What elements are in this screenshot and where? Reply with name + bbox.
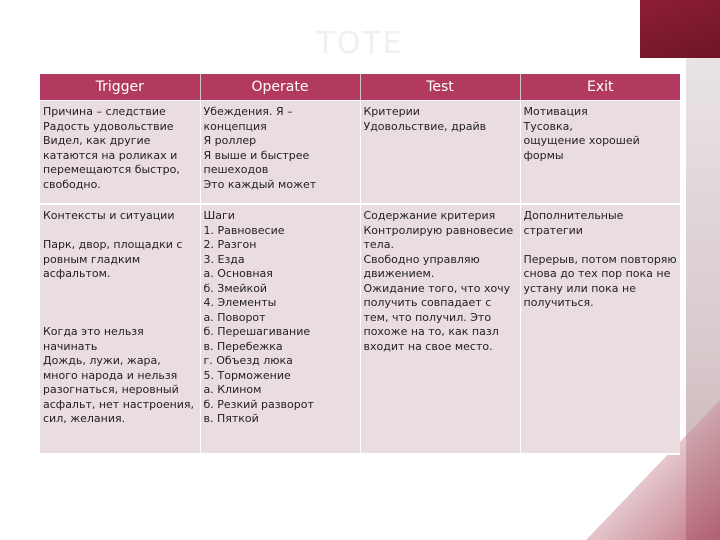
table-cell-test: Содержание критерия Контролирую равновесие тела. Свободно управляю движением. Ожидание того, что хочу получить совпадает с тем, что получил. Это похоже на то, как пазл входит на свое место.: [360, 204, 520, 454]
column-header-operate: Operate: [200, 74, 360, 101]
column-header-trigger: Trigger: [40, 74, 200, 101]
table-cell-trigger: Причина – следствие Радость удовольствие Видел, как другие катаются на роликах и перемещаются быстро, свободно.: [40, 101, 200, 205]
table-cell-exit: Дополнительные стратегии Перерыв, потом повторяю снова до тех пор пока не устану или пока не получиться.: [520, 204, 680, 454]
table-row: [40, 101, 680, 205]
table-cell-operate: Шаги 1. Равновесие 2. Разгон 3. Езда а. Основная б. Змейкой 4. Элементы а. Поворот б. Перешагивание в. Перебежка г. Объезд люка 5. Торможение а. Клином б. Резкий разворот в. Пяткой: [200, 204, 360, 454]
table-cell-trigger: Контексты и ситуации Парк, двор, площадки с ровным гладким асфальтом. Когда это нельзя начинать Дождь, лужи, жара, много народа и нельзя разогнаться, неровный асфальт, нет настроения, сил, желания.: [40, 204, 200, 454]
table-header-row: [40, 74, 680, 101]
table-cell-test: Критерии Удовольствие, драйв: [360, 101, 520, 205]
table-cell-operate: Убеждения. Я – концепция Я роллер Я выше и быстрее пешеходов Это каждый может: [200, 101, 360, 205]
column-header-exit: Exit: [520, 74, 680, 101]
tote-table: [40, 74, 680, 455]
slide-title: TOTE: [316, 26, 404, 61]
table-cell-exit: Мотивация Тусовка, ощущение хорошей формы: [520, 101, 680, 205]
table-row: [40, 204, 680, 454]
column-header-test: Test: [360, 74, 520, 101]
